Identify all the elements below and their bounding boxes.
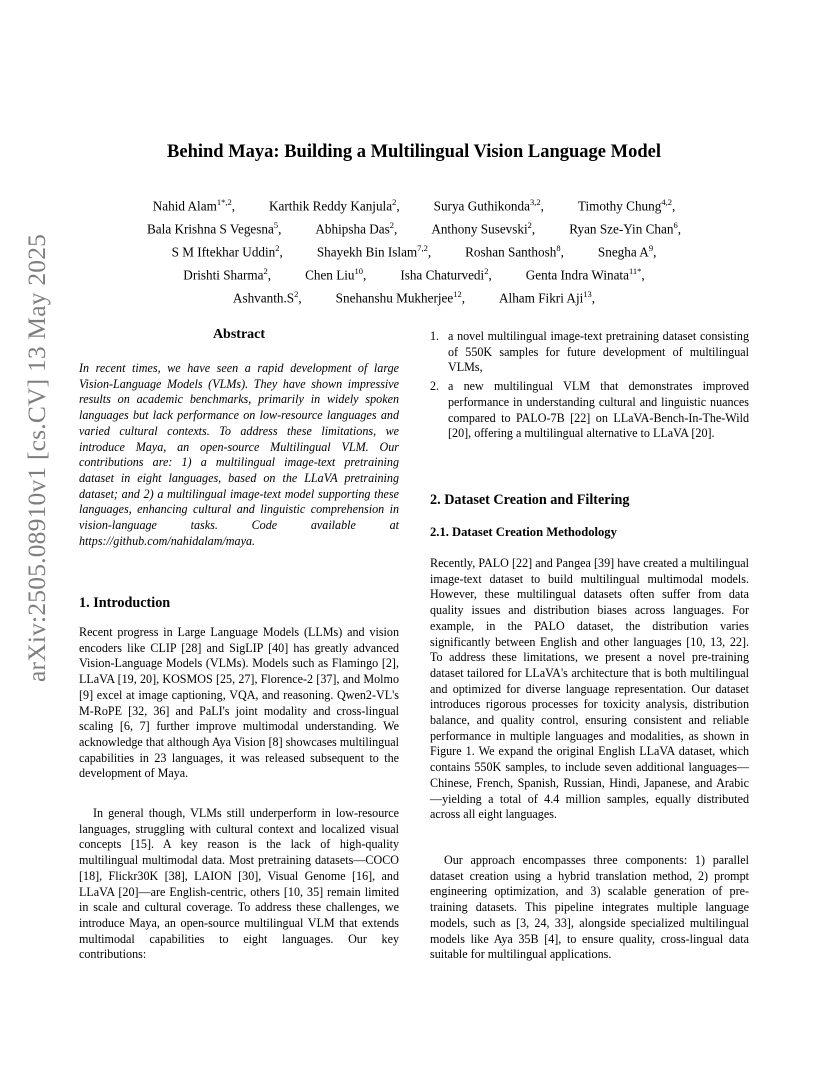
author: Alham Fikri Aji$^{13}$,	[499, 288, 596, 305]
author-affiliation: 1*,2	[216, 197, 232, 207]
author-name: Snehanshu Mukherjee	[335, 289, 454, 305]
author-line	[80, 216, 748, 239]
author-name: Roshan Santhosh	[465, 244, 557, 260]
author-name: Alham Fikri Aji	[499, 289, 584, 305]
author-name: Ryan Sze-Yin Chan	[569, 221, 674, 237]
author-list	[80, 193, 748, 307]
author: Chen Liu$^{10}$,	[305, 265, 367, 283]
list-item-number: 2.	[430, 379, 440, 394]
list-item	[430, 379, 749, 442]
author-affiliation: 2	[275, 242, 280, 253]
arxiv-stamp: arXiv:2505.08910v1 [cs.CV] 13 May 2025	[22, 233, 51, 682]
author: Timothy Chung$^{4,2}$,	[577, 197, 676, 214]
introduction-heading: 1. Introduction	[79, 595, 171, 611]
author-name: Isha Chaturvedi	[400, 267, 485, 283]
author-affiliation: 2	[392, 197, 397, 207]
author-name: Nahid Alam	[152, 198, 217, 214]
author-affiliation: 8	[556, 242, 561, 253]
section-2-heading: 2. Dataset Creation and Filtering	[430, 492, 630, 508]
author: Genta Indra Winata$^{11*}$,	[525, 265, 645, 283]
author-name: Timothy Chung	[577, 198, 662, 214]
author-line	[80, 262, 748, 285]
author-name: Chen Liu	[305, 267, 355, 283]
author: Bala Krishna S Vegesna$^5$,	[147, 219, 282, 237]
author-affiliation: 2	[294, 288, 299, 299]
author: Snegha $A^9$,	[597, 242, 657, 260]
section-2-1-heading: 2.1. Dataset Creation Methodology	[430, 525, 617, 539]
author-name: Ashvanth.S	[232, 289, 295, 305]
author: Shayekh Bin Islam$^{7,2}$,	[316, 242, 432, 260]
author-affiliation: 6	[673, 219, 678, 230]
author-affiliation: 12	[453, 288, 462, 299]
paper-title: Behind Maya: Building a Multilingual Vision Language Model	[167, 142, 661, 162]
introduction-paragraph-2: In general though, VLMs still underperform in low-resource languages, struggling with cultural context and localized visual concepts [15]. A key reason is the lack of high-quality multilingual multimodal data. Most pretraining datasets—COCO [18], Flickr30K [38], LAION [30], Visual Genome [16], and LLaVA [20]—are English-centric, others [10, 35] remain limited in scale and cultural coverage. To address these challenges, we introduce Maya, an open-source multilingual VLM that extends multimodal capabilities to eight languages. Our key contributions:	[79, 806, 399, 962]
section-2-1-paragraph-1: Recently, PALO [22] and Pangea [39] have created a multilingual image-text dataset to build multilingual multimodal models. However, these multilingual datasets often suffer from data quality issues and distribution biases across languages. For example, in the PALO dataset, the distribution varies significantly between English and other languages [10, 13, 22]. To address these limitations, we present a novel pre-training dataset tailored for LLaVA's architecture that is both multilingual and optimized for diverse language representation. Our dataset introduces rigorous processes for toxicity analysis, distribution balance, and quality control, ensuring consistent and reliable performance in multiple languages and modalities, as shown in Figure 1. We expand the original English LLaVA dataset, which contains 550K samples, to include seven additional languages—Chinese, French, Spanish, Russian, Hindi, Japanese, and Arabic—yielding a total of 4.4 million samples, equally distributed across all eight languages.	[430, 556, 749, 822]
author: Nahid Alam$^{1*,2}$,	[152, 197, 236, 214]
abstract-text: In recent times, we have seen a rapid development of large Vision-Language Models (VLMs). They have shown impressive results on academic benchmarks, primarily in widely spoken languages but lack performance on low-resource languages and varied cultural contexts. To address these limitations, we introduce Maya, an open-source Multilingual VLM. Our contributions are: 1) a multilingual image-text pretraining dataset in eight languages, based on the LLaVA pretraining dataset; and 2) a multilingual image-text model supporting these languages, enhancing cultural and linguistic comprehension in vision-language tasks. Code available at https://github.com/nahidalam/maya.	[79, 361, 399, 548]
list-item	[430, 329, 749, 376]
list-item-text: a new multilingual VLM that demonstrates improved performance in understanding cultural and linguistic nuances compared to PALO-7B [22] on LLaVA-Bench-In-The-Wild [20], offering a multilingual alternative to LLaVA [20].	[448, 379, 749, 441]
author: S M Iftekhar Uddin$^2$,	[171, 242, 283, 260]
author-name: Bala Krishna S Vegesna	[147, 221, 274, 237]
author-name: Karthik Reddy Kanjula	[269, 198, 393, 214]
author: Snehanshu Mukherjee$^{12}$,	[335, 288, 466, 305]
author: $Ashvanth.S^2$,	[232, 288, 302, 305]
author-affiliation: 4,2	[661, 197, 672, 207]
author-affiliation: 2	[527, 219, 532, 230]
author-line	[80, 193, 748, 216]
author-affiliation: 10	[354, 265, 364, 276]
author-affiliation: 11*	[628, 265, 642, 276]
author: Roshan Santhosh$^8$,	[465, 242, 564, 260]
author: Ryan Sze-Yin Chan$^6$,	[569, 219, 681, 237]
author-name: Abhipsha Das	[315, 221, 390, 237]
list-item-text: a novel multilingual image-text pretraining dataset consisting of 550K samples for future development of multilingual VLMs,	[448, 329, 749, 375]
author-affiliation: 9	[648, 242, 654, 253]
contributions-list	[430, 329, 749, 442]
author-affiliation: 2	[389, 219, 395, 230]
author-line	[80, 239, 748, 262]
author-name: Surya Guthikonda	[433, 198, 530, 214]
section-2-1-paragraph-2: Our approach encompasses three components: 1) parallel dataset creation using a hybrid translation method, 2) prompt engineering optimization, and 3) scalable generation of pre-training datasets. This pipeline integrates multiple language models, such as [3, 24, 33], alongside specialized multilingual models like Aya 35B [4], to ensure quality, cross-lingual data suitable for multilingual applications.	[430, 853, 749, 962]
author-affiliation: 2	[263, 265, 268, 276]
author-name: Anthony Susevski	[431, 221, 528, 237]
author: Surya Guthikonda$^{3,2}$,	[433, 197, 544, 214]
author-name: Genta Indra Winata	[525, 267, 629, 283]
author-name: Snegha A	[597, 244, 649, 260]
author-affiliation: 3,2	[529, 197, 541, 207]
author-name: S M Iftekhar Uddin	[171, 244, 276, 260]
author-affiliation: 7,2	[417, 242, 428, 253]
list-item-number: 1.	[430, 329, 440, 343]
author-affiliation: 5	[273, 219, 279, 230]
author-line	[80, 285, 748, 308]
author: Abhipsha Das$^2$,	[315, 219, 398, 237]
introduction-paragraph-1: Recent progress in Large Language Models (LLMs) and vision encoders like CLIP [28] and SigLIP [40] has greatly advanced Vision-Language Models (VLMs). Models such as Flamingo [2], LLaVA [19, 20], KOSMOS [25, 27], Florence-2 [37], and Molmo [9] excel at image captioning, VQA, and reasoning. Qwen2-VL's M-RoPE [32, 36] and PaLI's joint modality and cross-lingual scaling [6, 7] further improve multimodal understanding. We acknowledge that although Aya Vision [8] showcases multilingual capabilities in 23 languages, it was released subsequent to the development of Maya.	[79, 625, 399, 781]
author: Anthony Susevski$^2$,	[431, 219, 536, 237]
abstract-heading: Abstract	[212, 327, 266, 342]
author: Drishti Sharma$^2$,	[183, 265, 272, 283]
author-affiliation: 2	[484, 265, 489, 276]
author-name: Shayekh Bin Islam	[316, 244, 418, 260]
author-affiliation: 13	[583, 288, 592, 299]
author: Isha Chaturvedi$^2$,	[400, 265, 492, 283]
author: Karthik Reddy Kanjula$^2$,	[269, 197, 400, 214]
author-name: Drishti Sharma	[183, 267, 264, 283]
